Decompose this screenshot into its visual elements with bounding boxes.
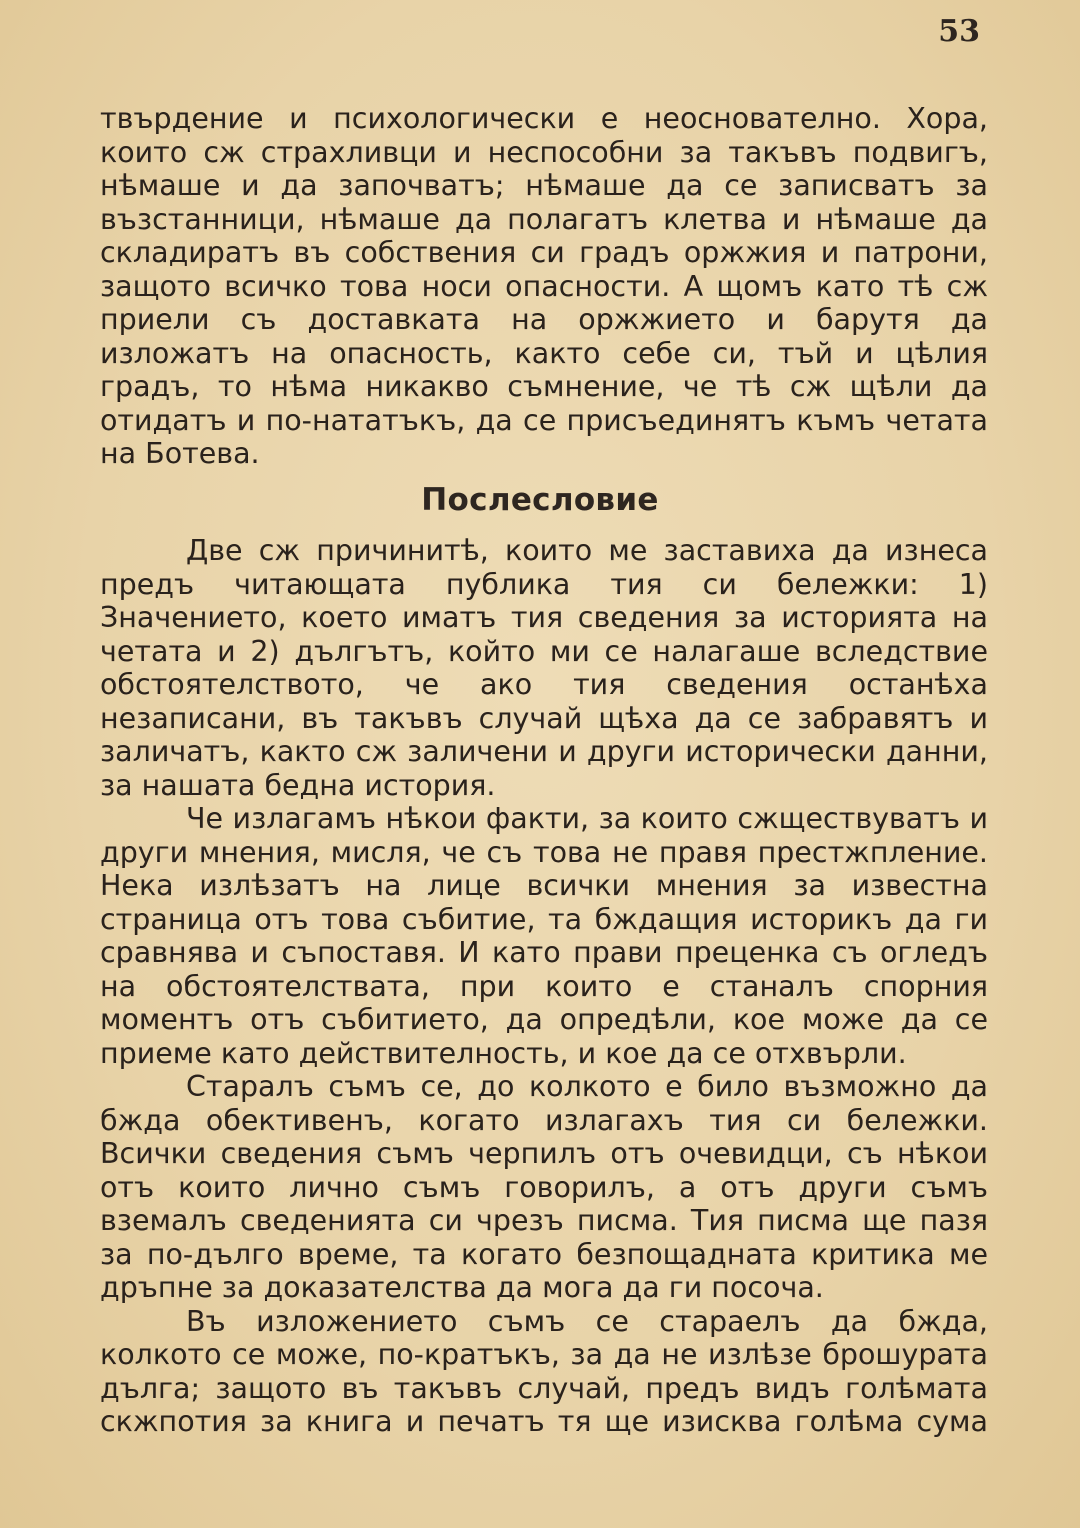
- paragraph-3: Старалъ съмъ се, до колкото е било възможно да бжда обективенъ, когато излагахъ тия си бележки. Всички сведения съмъ черпилъ отъ очевидци, съ нѣкои отъ които лично съмъ говорилъ, а отъ други съмъ вземалъ сведенията си чрезъ писма. Тия писма ще пазя за по-дълго време, та когато безпощадната критика ме дръпне за доказателства да мога да ги посоча.: [100, 1070, 988, 1304]
- page-number: 53: [938, 14, 980, 49]
- paragraph-1: Две сж причинитѣ, които ме заставиха да изнеса предъ читающата публика тия си бележки: 1) Значението, което иматъ тия сведения за историята на четата и 2) дългътъ, който ми се налагаше вследствие обстоятелството, че ако тия сведения останѣха незаписани, въ такъвъ случай щѣха да се забравятъ и заличатъ, както сж заличени и други исторически данни, за нашата бедна история.: [100, 534, 988, 802]
- paragraph-2: Че излагамъ нѣкои факти, за които сжществуватъ и други мнения, мисля, че съ това не правя престжпление. Нека излѣзатъ на лице всички мнения за известна страница отъ това събитие, та бждащия историкъ да ги сравнява и съпоставя. И като прави преценка съ огледъ на обстоятелствата, при които е станалъ спорния моментъ отъ събитието, да опредѣли, кое може да се приеме като действителность, и кое да се отхвърли.: [100, 802, 988, 1070]
- afterword-body: [100, 534, 988, 1439]
- paragraph-continuation: твърдение и психологически е неоснователно. Хора, които сж страхливци и неспособни за такъвъ подвигъ, нѣмаше и да започватъ; нѣмаше да се записватъ за възстанници, нѣмаше да полагатъ клетва и нѣмаше да складиратъ въ собствения си градъ оржжия и патрони, защото всичко това носи опасности. А щомъ като тѣ сж приели съ доставката на оржжието и барутя да изложатъ на опасность, както себе си, тъй и цѣлия градъ, то нѣма никакво съмнение, че тѣ сж щѣли да отидатъ и по-нататъкъ, да се присъединятъ къмъ четата на Ботева.: [100, 102, 988, 470]
- section-heading: Послесловие: [421, 482, 659, 518]
- paragraph-4: Въ изложението съмъ се стараелъ да бжда, колкото се може, по-кратъкъ, за да не излѣзе брошурата дълга; защото въ такъвъ случай, предъ видъ голѣмата скжпотия за книга и печатъ тя ще изисква голѣма сума: [100, 1304, 988, 1438]
- opening-paragraph-block: [100, 102, 988, 471]
